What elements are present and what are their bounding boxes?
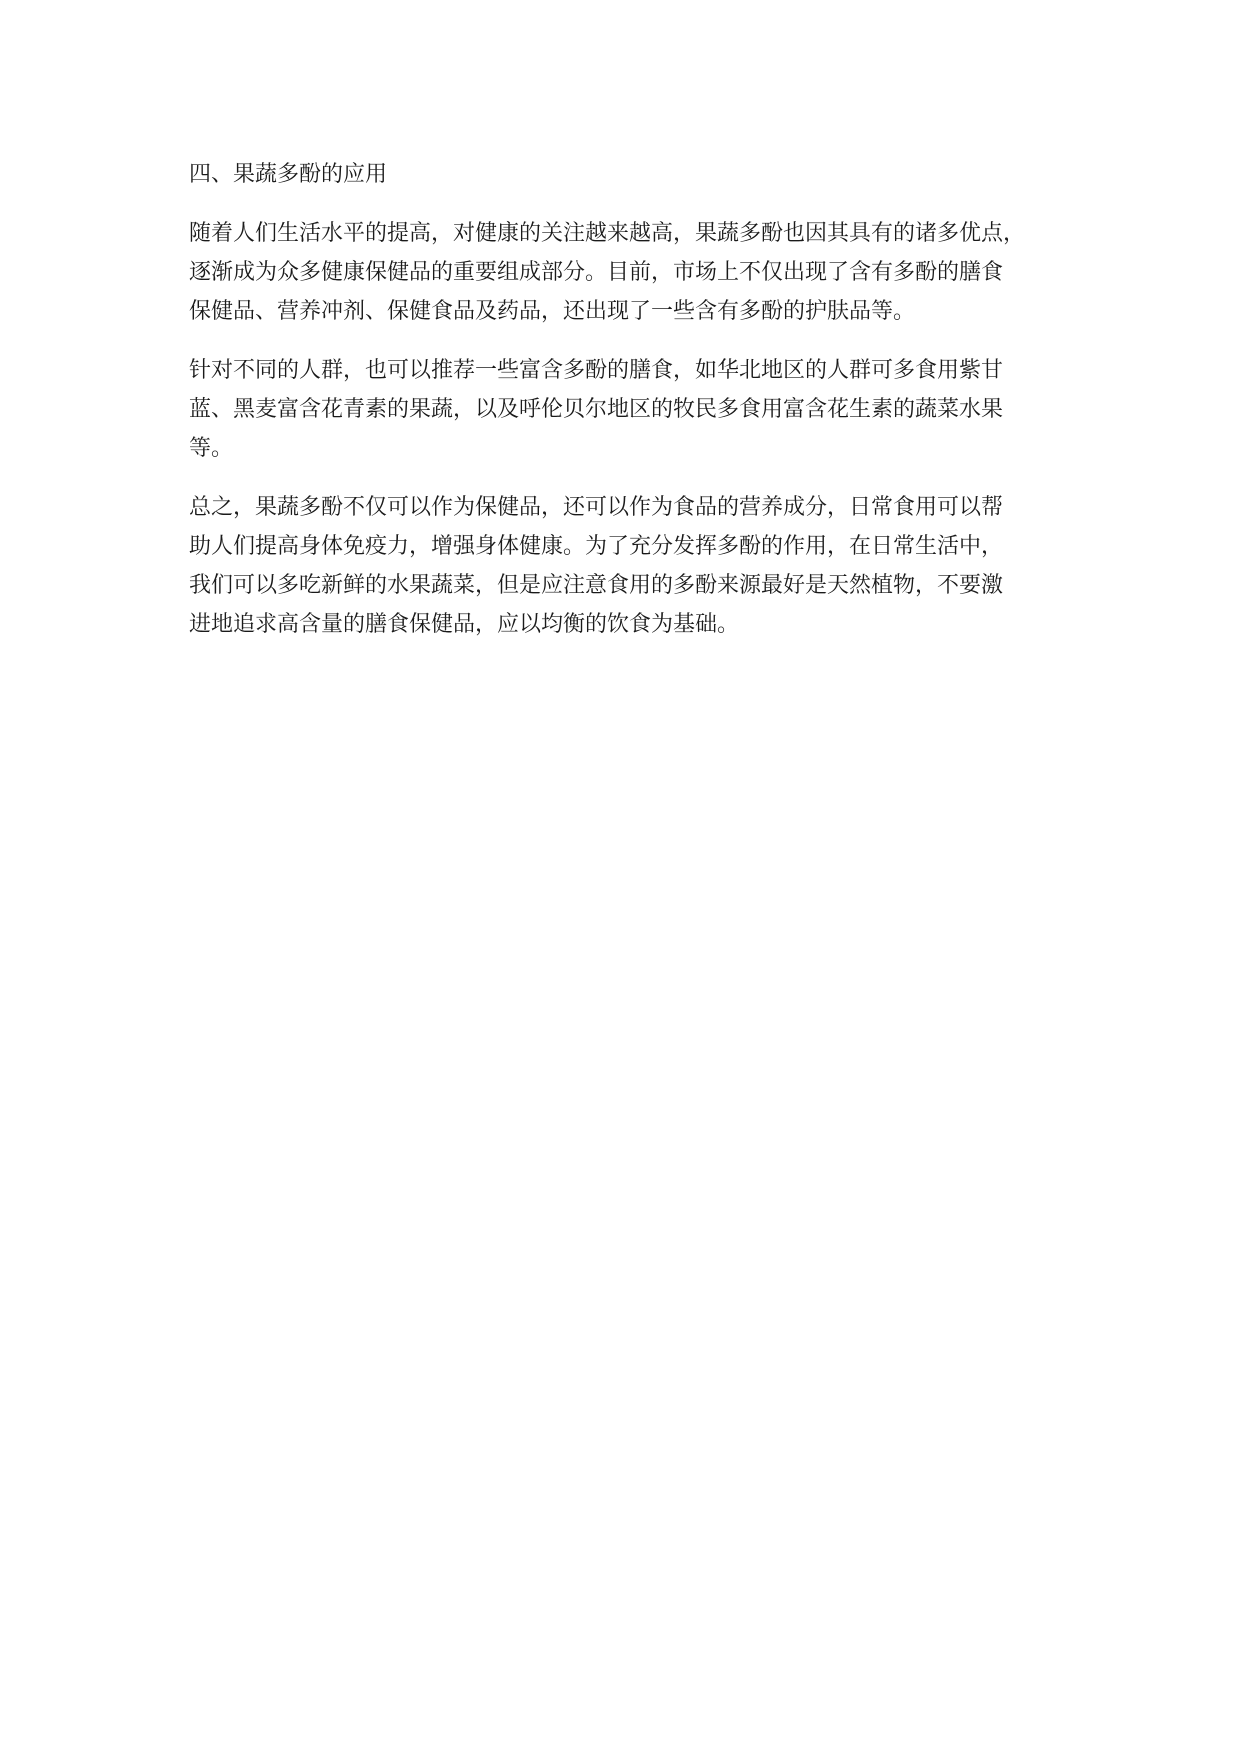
paragraph-line: 等。 <box>189 436 234 461</box>
paragraph-line: 针对不同的人群，也可以推荐一些富含多酚的膳食，如华北地区的人群可多食用紫甘 <box>189 358 1004 383</box>
paragraph-line: 总之，果蔬多酚不仅可以作为保健品，还可以作为食品的营养成分，日常食用可以帮 <box>189 495 1004 520</box>
paragraph-conclusion <box>189 488 1054 644</box>
paragraph-line: 进地追求高含量的膳食保健品，应以均衡的饮食为基础。 <box>189 612 740 637</box>
paragraph-recommendations <box>189 351 1054 468</box>
paragraph-line: 助人们提高身体免疫力，增强身体健康。为了充分发挥多酚的作用，在日常生活中， <box>189 534 1004 559</box>
paragraph-applications <box>189 214 1054 331</box>
paragraph-line: 保健品、营养冲剂、保健食品及药品，还出现了一些含有多酚的护肤品等。 <box>189 299 916 324</box>
document-body <box>189 156 1054 664</box>
section-heading: 四、果蔬多酚的应用 <box>189 162 388 187</box>
paragraph-line: 随着人们生活水平的提高，对健康的关注越来越高，果蔬多酚也因其具有的诸多优点， <box>189 221 1026 246</box>
paragraph-line: 蓝、黑麦富含花青素的果蔬，以及呼伦贝尔地区的牧民多食用富含花生素的蔬菜水果 <box>189 397 1004 422</box>
paragraph-line: 我们可以多吃新鲜的水果蔬菜，但是应注意食用的多酚来源最好是天然植物，不要激 <box>189 573 1004 598</box>
paragraph-line: 逐渐成为众多健康保健品的重要组成部分。目前，市场上不仅出现了含有多酚的膳食 <box>189 260 1004 285</box>
